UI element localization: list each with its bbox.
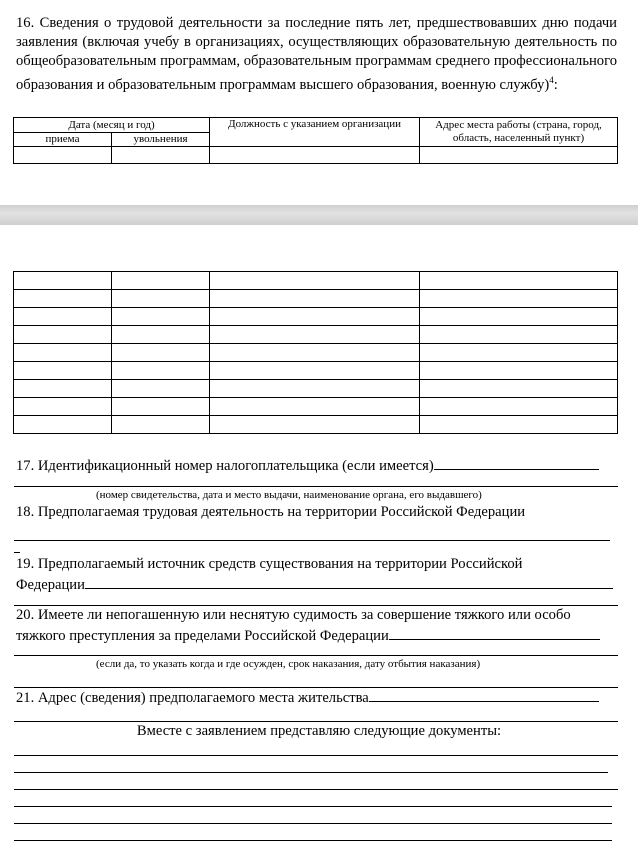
position-cell[interactable] [210,272,420,290]
inn-input[interactable] [434,455,599,470]
hire-date-cell[interactable] [14,398,112,416]
dismissal-date-cell[interactable] [112,398,210,416]
section-19-line-2: Федерации [16,574,613,595]
dismissal-date-cell[interactable] [112,272,210,290]
address-cell[interactable] [420,380,618,398]
position-cell[interactable] [210,416,420,434]
position-cell[interactable] [210,308,420,326]
section-18: 18. Предполагаемая трудовая деятельность на территории Российской Федерации [16,504,526,520]
dismissal-date-cell[interactable] [112,344,210,362]
employment-plan-line[interactable] [14,540,610,541]
form-page-1 [0,0,638,205]
date-column-header: Дата (месяц и год) [14,118,210,133]
form-page-2 [0,225,638,852]
dismissal-date-cell[interactable] [112,416,210,434]
dismissal-date-cell[interactable] [112,308,210,326]
employment-row [14,272,618,290]
employment-row [14,308,618,326]
section-20-note: (если да, то указать когда и где осужден, срок наказания, дату отбытия наказания) [96,658,481,670]
dismissal-date-column-header: увольнения [112,133,210,147]
dismissal-date-cell[interactable] [112,362,210,380]
dismissal-date-cell[interactable] [112,290,210,308]
document-line-3[interactable] [14,789,618,790]
address-cell[interactable] [420,362,618,380]
section-17: 17. Идентификационный номер налогоплательщика (если имеется) [16,455,599,476]
hire-date-cell[interactable] [14,362,112,380]
position-cell[interactable] [210,290,420,308]
hire-date-cell[interactable] [14,416,112,434]
position-cell[interactable] [210,344,420,362]
section-17-note: (номер свидетельства, дата и место выдачи, наименование органа, его выдавшего) [96,489,482,501]
section-21: 21. Адрес (сведения) предполагаемого места жительства [16,687,599,708]
employment-row [14,326,618,344]
section-20-line-1: 20. Имеете ли непогашенную или неснятую судимость за совершение тяжкого или особо [16,607,571,623]
employment-row [14,362,618,380]
residence-address-input[interactable] [369,687,599,702]
hire-date-column-header: приема [14,133,112,147]
address-cell[interactable] [420,272,618,290]
employment-row [14,290,618,308]
hire-date-cell[interactable] [14,290,112,308]
section-19-line-1: 19. Предполагаемый источник средств существования на территории Российской [16,556,523,572]
hire-date-cell[interactable] [14,326,112,344]
hire-date-cell[interactable] [14,344,112,362]
document-line-2[interactable] [14,772,608,773]
hire-date-cell[interactable] [14,272,112,290]
address-cell[interactable] [420,416,618,434]
dismissal-date-cell[interactable] [112,147,210,164]
address-cell[interactable] [420,398,618,416]
inn-details-line[interactable] [14,486,618,487]
hire-date-cell[interactable] [14,380,112,398]
page-separator [0,205,638,225]
position-cell[interactable] [210,398,420,416]
document-line-6[interactable] [14,840,612,841]
dismissal-date-cell[interactable] [112,326,210,344]
position-column-header: Должность с указанием организации [210,118,420,147]
footnote-marker: 4 [549,75,554,85]
employment-row [14,416,618,434]
document-line-5[interactable] [14,823,612,824]
address-cell[interactable] [420,147,618,164]
employment-row [14,398,618,416]
dismissal-date-cell[interactable] [112,380,210,398]
income-source-input[interactable] [85,574,613,589]
position-cell[interactable] [210,326,420,344]
position-cell[interactable] [210,147,420,164]
address-cell[interactable] [420,344,618,362]
position-cell[interactable] [210,362,420,380]
employment-row [14,380,618,398]
hire-date-cell[interactable] [14,308,112,326]
employment-plan-line-stub [14,552,20,553]
position-cell[interactable] [210,380,420,398]
document-line-4[interactable] [14,806,612,807]
address-column-header: Адрес места работы (страна, город, область, населенный пункт) [420,118,618,147]
documents-heading: Вместе с заявлением представляю следующие документы: [136,723,502,739]
section-16-text: 16. Сведения о трудовой деятельности за последние пять лет, предшествовавших дню подачи заявления (включая учебу в организациях, осуществляющих образовательную деятельность по общеобразовательным программам, образовательным программам среднего профессионального образования и образовательным программам высшего образования, военную службу)$^4$: [16,15,617,93]
conviction-input[interactable] [389,625,600,640]
hire-date-cell[interactable] [14,147,112,164]
address-cell[interactable] [420,326,618,344]
conviction-details-line[interactable] [14,655,618,656]
employment-table-header [13,117,618,164]
address-cell[interactable] [420,290,618,308]
address-cell[interactable] [420,308,618,326]
document-line-1[interactable] [14,755,618,756]
employment-row [14,344,618,362]
section-20-line-2: тяжкого преступления за пределами Российской Федерации [16,625,600,646]
employment-table-continued [13,271,618,434]
